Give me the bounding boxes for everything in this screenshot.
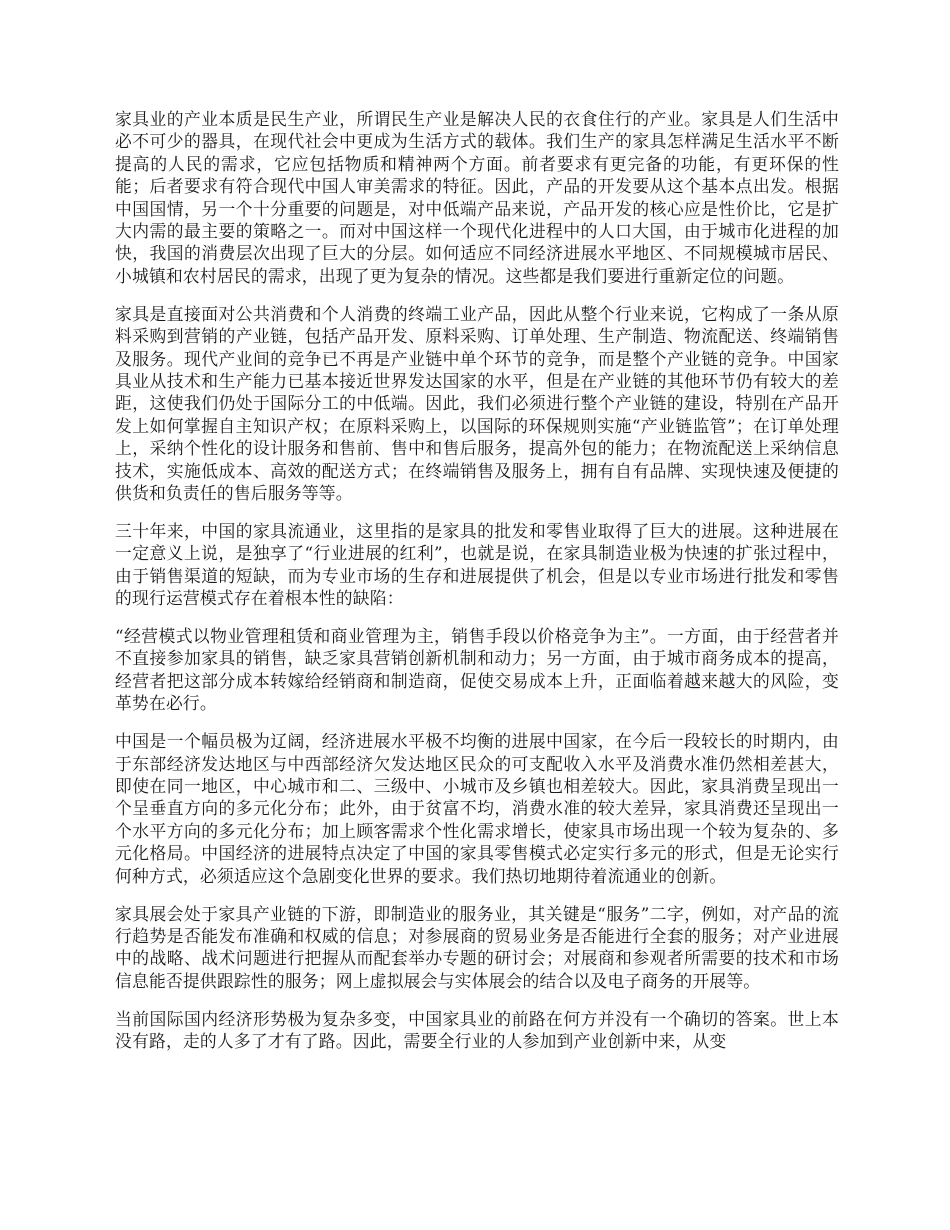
paragraph-future-innovation: 当前国际国内经济形势极为复杂多变，中国家具业的前路在何方并没有一个确切的答案。世上本没有路，走的人多了才有了路。因此，需要全行业的人参加到产业创新中来，从变 [115,1008,839,1052]
paragraph-business-model-quote: “经营模式以物业管理租赁和商业管理为主，销售手段以价格竞争为主”。一方面，由于经营者并不直接参加家具的销售，缺乏家具营销创新机制和动力；另一方面，由于城市商务成本的提高，经营者把这部分成本转嫁给经销商和制造商，促使交易成本上升，正面临着越来越大的风险，变革势在必行。 [115,626,839,714]
paragraph-distribution-industry: 三十年来，中国的家具流通业，这里指的是家具的批发和零售业取得了巨大的进展。这种进展在一定意义上说，是独享了“行业进展的红利”，也就是说，在家具制造业极为快速的扩张过程中，由于销售渠道的短缺，而为专业市场的生存和进展提供了机会，但是以专业市场进行批发和零售的现行运营模式存在着根本性的缺陷： [115,520,839,609]
paragraph-product-positioning: 家具业的产业本质是民生产业，所谓民生产业是解决人民的衣食住行的产业。家具是人们生活中必不可少的器具，在现代社会中更成为生活方式的载体。我们生产的家具怎样满足生活水平不断提高的人民的需求，它应包括物质和精神两个方面。前者要求有更完备的功能，有更环保的性能；后者要求有符合现代中国人审美需求的特征。因此，产品的开发要从这个基本点出发。根据中国国情，另一个十分重要的问题是，对中低端产品来说，产品开发的核心应是性价比，它是扩大内需的最主要的策略之一。而对中国这样一个现代化进程中的人口大国，由于城市化进程的加快，我国的消费层次出现了巨大的分层。如何适应不同经济进展水平地区、不同规模城市居民、小城镇和农村居民的需求，出现了更为复杂的情况。这些都是我们要进行重新定位的问题。 [115,109,839,286]
paragraph-furniture-exhibitions: 家具展会处于家具产业链的下游，即制造业的服务业，其关键是“服务”二字，例如，对产品的流行趋势是否能发布准确和权威的信息；对参展商的贸易业务是否能进行全套的服务；对产业进展中的战略、战术问题进行把握从而配套举办专题的研讨会；对展商和参观者所需要的技术和市场信息能否提供跟踪性的服务；网上虚拟展会与实体展会的结合以及电子商务的开展等。 [115,903,839,991]
paragraph-industry-chain: 家具是直接面对公共消费和个人消费的终端工业产品，因此从整个行业来说，它构成了一条从原料采购到营销的产业链，包括产品开发、原料采购、订单处理、生产制造、物流配送、终端销售及服务。现代产业间的竞争已不再是产业链中单个环节的竞争，而是整个产业链的竞争。中国家具业从技术和生产能力已基本接近世界发达国家的水平，但是在产业链的其他环节仍有较大的差距，这使我们仍处于国际分工的中低端。因此，我们必须进行整个产业链的建设，特别在产品开发上如何掌握自主知识产权；在原料采购上，以国际的环保规则实施“产业链监管”；在订单处理上，采纳个性化的设计服务和售前、售中和售后服务，提高外包的能力；在物流配送上采纳信息技术，实施低成本、高效的配送方式；在终端销售及服务上，拥有自有品牌、实现快速及便捷的供货和负责任的售后服务等等。 [115,303,839,503]
paragraph-market-diversity: 中国是一个幅员极为辽阔，经济进展水平极不均衡的进展中国家，在今后一段较长的时期内，由于东部经济发达地区与中西部经济欠发达地区民众的可支配收入水平及消费水准仍然相差甚大，即使在同一地区，中心城市和二、三级中、小城市及乡镇也相差较大。因此，家具消费呈现出一个呈垂直方向的多元化分布；此外，由于贫富不均，消费水准的较大差异，家具消费还呈现出一个水平方向的多元化分布；加上顾客需求个性化需求增长，使家具市场出现一个较为复杂的、多元化格局。中国经济的进展特点决定了中国的家具零售模式必定实行多元的形式，但是无论实行何种方式，必须适应这个急剧变化世界的要求。我们热切地期待着流通业的创新。 [115,731,839,886]
document-page [115,108,839,1223]
